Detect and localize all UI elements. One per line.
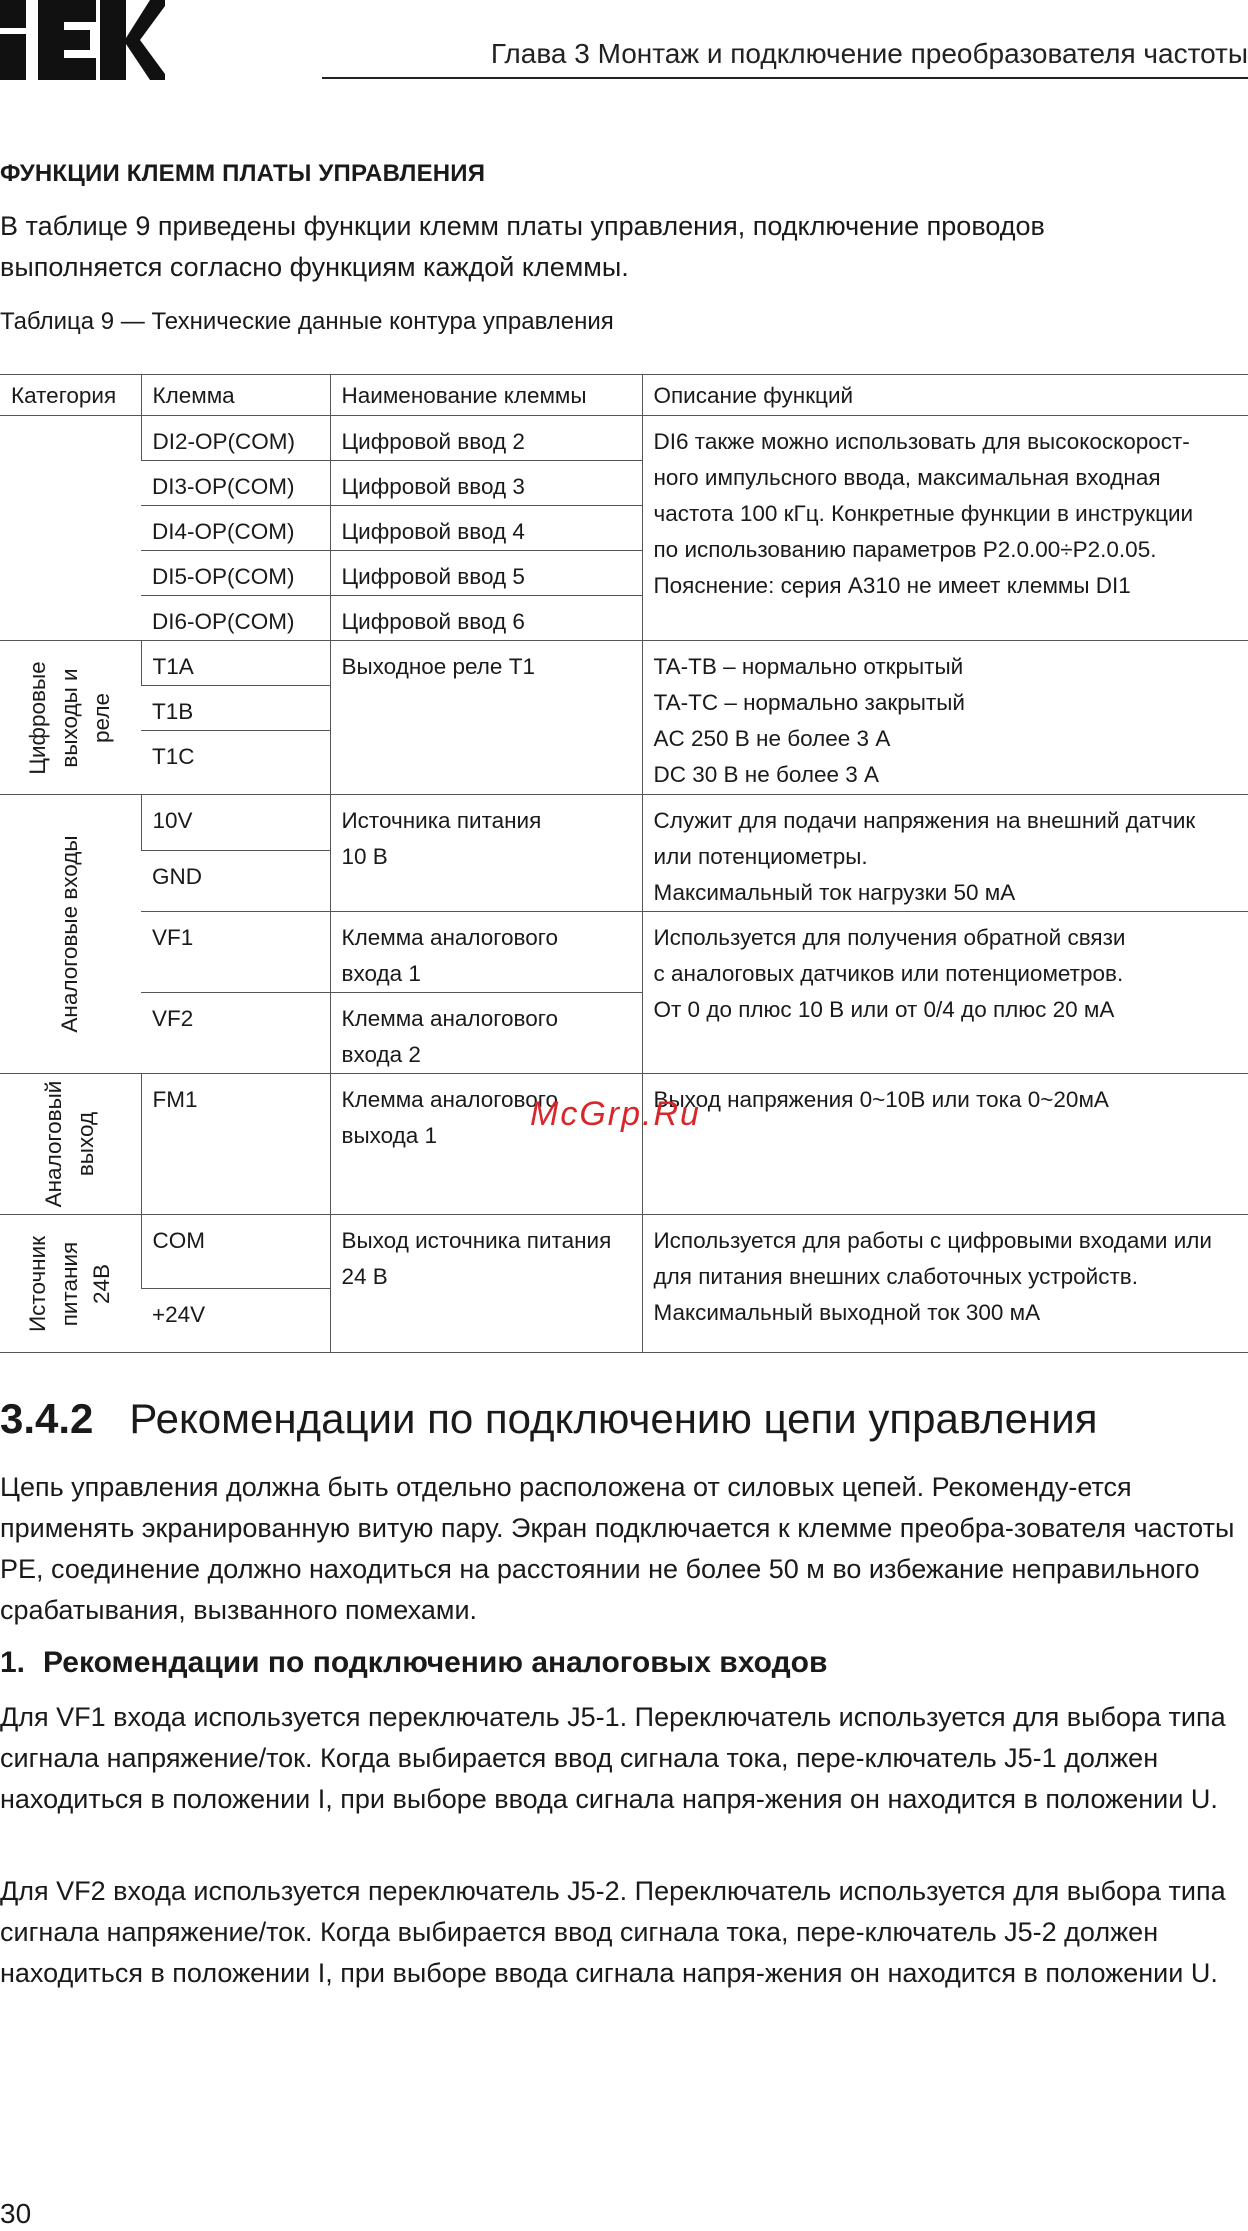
terminal-cell: 10V: [141, 795, 330, 851]
vf2-paragraph: Для VF2 входа используется переключатель J5-2. Переключатель используется для выбора типа сигнала напряжение/ток. Когда выбирается ввод сигнала тока, пере-ключатель J5-2 должен находиться в положении I, при выборе ввода сигнала напря-жения он находится в положении U.: [0, 1876, 1226, 1988]
terminal-name-cell: [330, 912, 642, 993]
category-supply-24v: [0, 1215, 141, 1353]
terminal-cell: DI5-OP(COM): [141, 551, 330, 596]
terminal-name-cell: Цифровой ввод 5: [330, 551, 642, 596]
page-number: 30: [0, 2198, 32, 2229]
desc-line: От 0 до плюс 10 В или от 0/4 до плюс 20 мА: [653, 997, 1115, 1022]
table-row: [0, 795, 1248, 851]
name-line: Клемма аналогового: [341, 925, 558, 950]
description-digital-inputs: [642, 416, 1248, 641]
name-line: Источника питания: [341, 808, 542, 833]
terminal-name-cell: [330, 795, 642, 912]
section-number: 3.4.2: [0, 1395, 94, 1442]
table-header-row: [0, 375, 1248, 416]
category-line: Аналоговый: [41, 1080, 67, 1208]
terminal-cell: COM: [141, 1215, 330, 1289]
section-title: ФУНКЦИИ КЛЕММ ПЛАТЫ УПРАВЛЕНИЯ: [0, 160, 486, 187]
desc-line: TA-TB – нормально открытый: [653, 654, 964, 679]
terminal-cell: DI3-OP(COM): [141, 461, 330, 506]
desc-line: Используется для получения обратной связи: [653, 925, 1126, 950]
desc-line: Пояснение: серия A310 не имеет клеммы DI1: [653, 573, 1131, 598]
desc-line: Служит для подачи напряжения на внешний датчик: [653, 808, 1196, 833]
header-description: Описание функций: [642, 375, 1248, 416]
terminal-cell: T1B: [141, 686, 330, 731]
description-vf: [642, 912, 1248, 1074]
terminal-name-cell: Цифровой ввод 3: [330, 461, 642, 506]
name-line: Клемма аналогового: [341, 1006, 558, 1031]
subsection-number: 1.: [0, 1646, 26, 1679]
desc-line: с аналоговых датчиков или потенциометров.: [653, 961, 1124, 986]
chapter-header: Глава 3 Монтаж и подключение преобразователя частоты: [490, 38, 1248, 69]
terminal-name-cell: Цифровой ввод 6: [330, 596, 642, 641]
subsection-title: Рекомендации по подключению аналоговых входов: [43, 1646, 828, 1679]
terminal-name-cell: [330, 993, 642, 1074]
header-rule: [322, 77, 1248, 79]
name-line: Выход источника питания: [341, 1228, 612, 1253]
intro-paragraph: В таблице 9 приведены функции клемм платы управления, подключение проводов выполняется согласно функциям каждой клеммы.: [0, 211, 1045, 282]
desc-line: по использованию параметров P2.0.00÷P2.0.05.: [653, 537, 1157, 562]
desc-line: частота 100 кГц. Конкретные функции в инструкции: [653, 501, 1194, 526]
description-power-10v: [642, 795, 1248, 912]
category-line: 24В: [89, 1263, 115, 1304]
category-analog-output: [0, 1074, 141, 1215]
desc-line: ного импульсного ввода, максимальная входная: [653, 465, 1161, 490]
section-heading-3-4-2: [0, 1395, 1097, 1443]
table-caption: Таблица 9 — Технические данные контура управления: [0, 308, 614, 335]
description-supply-24v: [642, 1215, 1248, 1353]
subsection-heading: [0, 1646, 827, 1680]
section-heading-text: Рекомендации по подключению цепи управления: [129, 1395, 1098, 1442]
terminal-cell: GND: [141, 851, 330, 912]
terminal-cell: DI6-OP(COM): [141, 596, 330, 641]
terminal-name-cell: Выходное реле T1: [330, 641, 642, 795]
terminal-name-cell: [330, 1215, 642, 1353]
name-line: входа 2: [341, 1042, 421, 1067]
name-line: 24 В: [341, 1264, 388, 1289]
description-relay: [642, 641, 1248, 795]
terminal-cell: T1A: [141, 641, 330, 686]
category-line: Аналоговые входы: [57, 835, 83, 1033]
desc-line: AC 250 В не более 3 А: [653, 726, 891, 751]
desc-line: для питания внешних слаботочных устройств.: [653, 1264, 1138, 1289]
terminal-cell: DI2-OP(COM): [141, 416, 330, 461]
category-line: выходы и: [57, 667, 83, 768]
name-line: Клемма аналогового: [341, 1087, 558, 1112]
iek-logo: [0, 0, 165, 80]
terminal-name-cell: Цифровой ввод 4: [330, 506, 642, 551]
header-terminal: Клемма: [141, 375, 330, 416]
name-line: входа 1: [341, 961, 421, 986]
vf1-paragraph: Для VF1 входа используется переключатель J5-1. Переключатель используется для выбора типа сигнала напряжение/ток. Когда выбирается ввод сигнала тока, пере-ключатель J5-1 должен находиться в положении I, при выборе ввода сигнала напря-жения он находится в положении U.: [0, 1702, 1226, 1814]
category-digital-inputs: [0, 416, 141, 641]
terminal-cell: +24V: [141, 1289, 330, 1353]
header-terminal-name: Наименование клеммы: [330, 375, 642, 416]
desc-line: Максимальный ток нагрузки 50 мА: [653, 880, 1016, 905]
category-line: питания: [57, 1241, 83, 1326]
terminal-name-cell: Цифровой ввод 2: [330, 416, 642, 461]
terminal-cell: DI4-OP(COM): [141, 506, 330, 551]
terminal-cell: FM1: [141, 1074, 330, 1215]
terminal-cell: VF2: [141, 993, 330, 1074]
terminal-cell: VF1: [141, 912, 330, 993]
description-analog-output: Выход напряжения 0~10В или тока 0~20мА: [642, 1074, 1248, 1215]
category-line: выход: [73, 1111, 99, 1177]
category-relay: [0, 641, 141, 795]
desc-line: DC 30 В не более 3 А: [653, 762, 880, 787]
terminal-cell: T1C: [141, 731, 330, 795]
section-paragraph: Цепь управления должна быть отдельно расположена от силовых цепей. Рекоменду-ется применять экранированную витую пару. Экран подключается к клемме преобра-зователя частоты PE, соединение должно находиться на расстоянии не более 50 м во избежание неправильного срабатывания, вызванного помехами.: [0, 1472, 1235, 1625]
table-row: [0, 416, 1248, 461]
desc-line: или потенциометры.: [653, 844, 868, 869]
table-row: [0, 1215, 1248, 1289]
desc-line: Используется для работы с цифровыми входами или: [653, 1228, 1212, 1253]
category-analog-inputs: [0, 795, 141, 1074]
desc-line: Максимальный выходной ток 300 мА: [653, 1300, 1041, 1325]
category-line: Цифровые: [25, 660, 51, 775]
terminal-table: [0, 374, 1248, 1353]
name-line: 10 В: [341, 844, 388, 869]
header-category: Категория: [0, 375, 141, 416]
table-row: [0, 641, 1248, 686]
watermark: McGrp.Ru: [530, 1095, 701, 1133]
category-line: Источник: [25, 1235, 51, 1332]
category-line: реле: [89, 692, 115, 743]
desc-line: TA-TC – нормально закрытый: [653, 690, 965, 715]
name-line: выхода 1: [341, 1123, 438, 1148]
table-row: [0, 912, 1248, 993]
desc-line: DI6 также можно использовать для высокоскорост-: [653, 429, 1190, 454]
